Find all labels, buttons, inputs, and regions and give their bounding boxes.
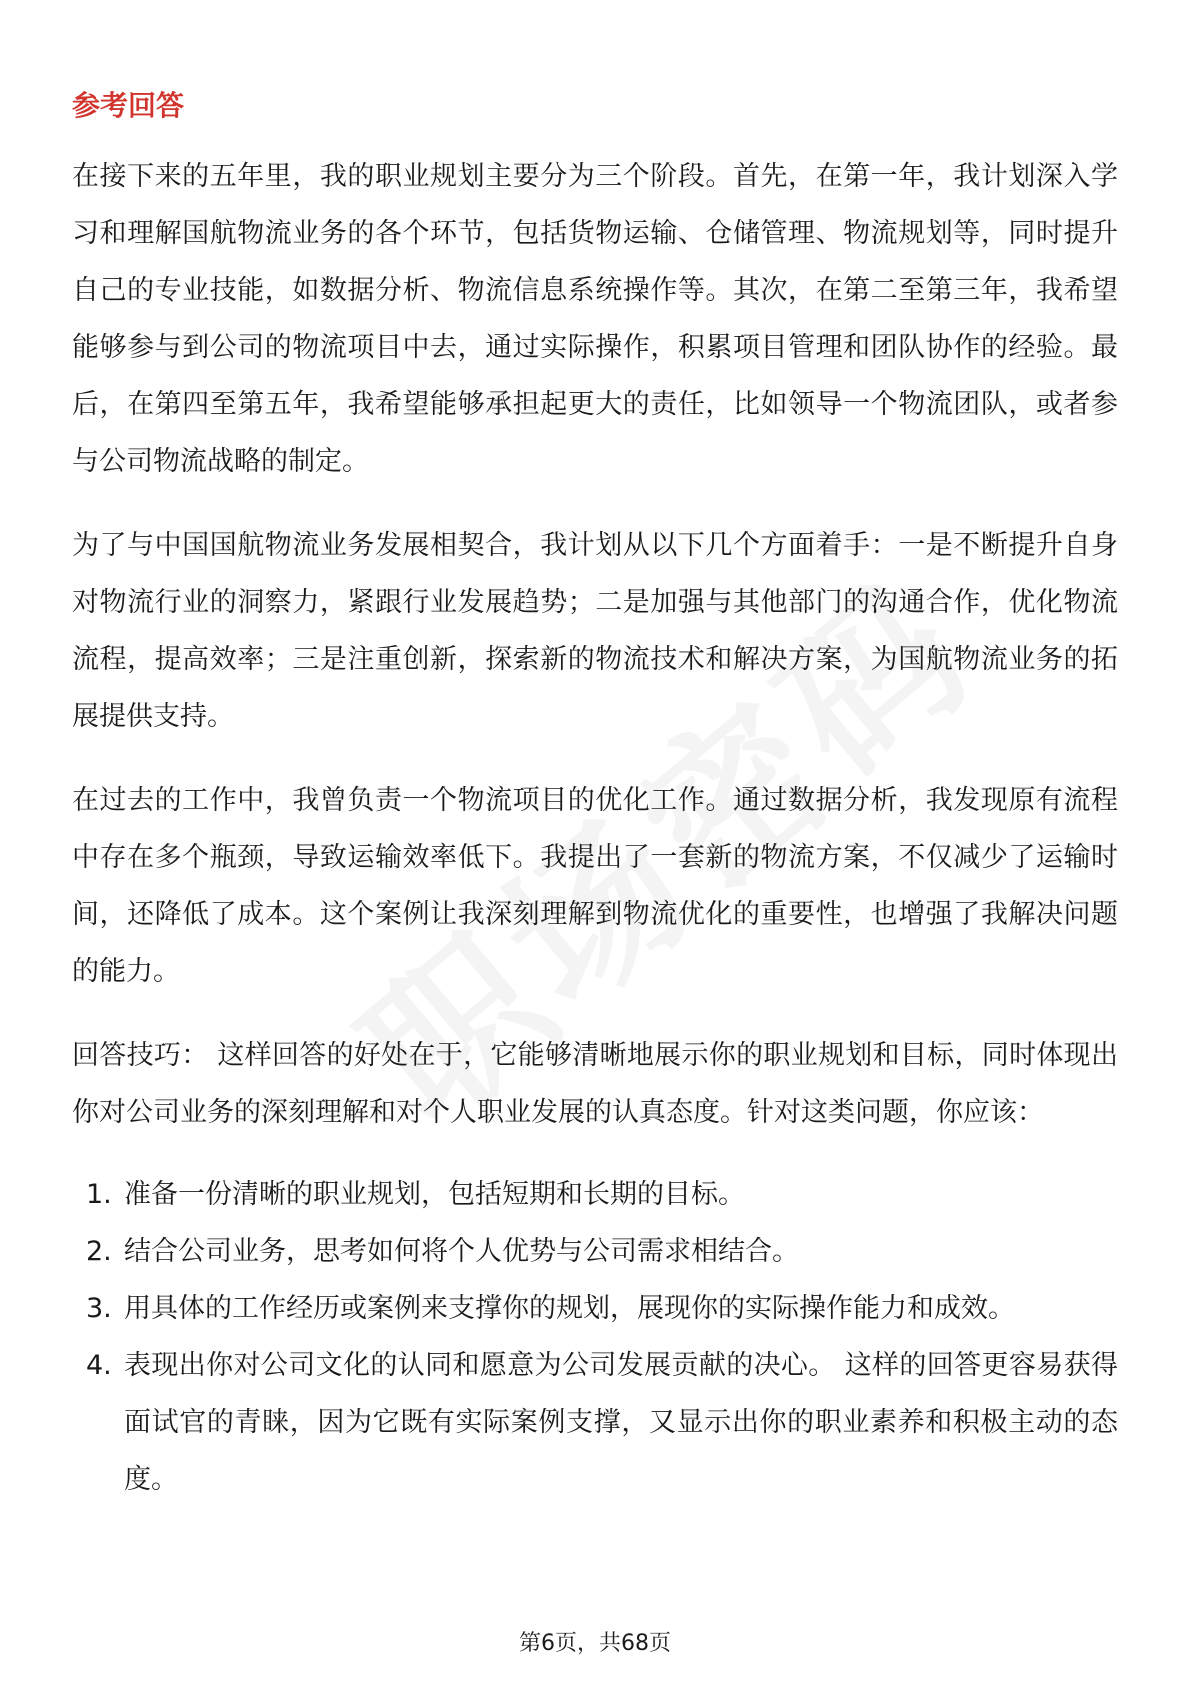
list-item (72, 1337, 1118, 1508)
list-item-number: 1. (86, 1179, 112, 1210)
list-item-number: 2. (86, 1236, 112, 1267)
paragraph-alignment: 为了与中国国航物流业务发展相契合，我计划从以下几个方面着手：一是不断提升自身对物流行业的洞察力，紧跟行业发展趋势；二是加强与其他部门的沟通合作，优化物流流程，提高效率；三是注重创新，探索新的物流技术和解决方案，为国航物流业务的拓展提供支持。 (72, 530, 1118, 732)
list-item-text: 表现出你对公司文化的认同和愿意为公司发展贡献的决心。 这样的回答更容易获得面试官的青睐，因为它既有实际案例支撑，又显示出你的职业素养和积极主动的态度。 (124, 1350, 1118, 1495)
section-heading: 参考回答 (72, 89, 185, 122)
list-item (72, 1280, 1118, 1337)
list-item-text: 结合公司业务，思考如何将个人优势与公司需求相结合。 (124, 1236, 799, 1267)
list-item (72, 1166, 1118, 1223)
list-item-number: 4. (86, 1350, 112, 1381)
paragraph-past-case: 在过去的工作中，我曾负责一个物流项目的优化工作。通过数据分析，我发现原有流程中存在多个瓶颈，导致运输效率低下。我提出了一套新的物流方案，不仅减少了运输时间，还降低了成本。这个案例让我深刻理解到物流优化的重要性，也增强了我解决问题的能力。 (72, 785, 1118, 987)
list-item-text: 准备一份清晰的职业规划，包括短期和长期的目标。 (124, 1179, 745, 1210)
paragraph-answer-tips: 回答技巧： 这样回答的好处在于，它能够清晰地展示你的职业规划和目标，同时体现出你对公司业务的深刻理解和对个人职业发展的认真态度。针对这类问题，你应该： (72, 1040, 1118, 1128)
list-item-number: 3. (86, 1293, 112, 1324)
document-page (72, 82, 1118, 1508)
paragraph-career-plan: 在接下来的五年里，我的职业规划主要分为三个阶段。首先，在第一年，我计划深入学习和理解国航物流业务的各个环节，包括货物运输、仓储管理、物流规划等，同时提升自己的专业技能，如数据分析、物流信息系统操作等。其次，在第二至第三年，我希望能够参与到公司的物流项目中去，通过实际操作，积累项目管理和团队协作的经验。最后，在第四至第五年，我希望能够承担起更大的责任，比如领导一个物流团队，或者参与公司物流战略的制定。 (72, 161, 1118, 477)
list-item-text: 用具体的工作经历或案例来支撑你的规划，展现你的实际操作能力和成效。 (124, 1293, 1015, 1324)
list-item (72, 1223, 1118, 1280)
page-number-footer: 第6页，共68页 (519, 1631, 671, 1656)
tips-list (72, 1166, 1118, 1508)
